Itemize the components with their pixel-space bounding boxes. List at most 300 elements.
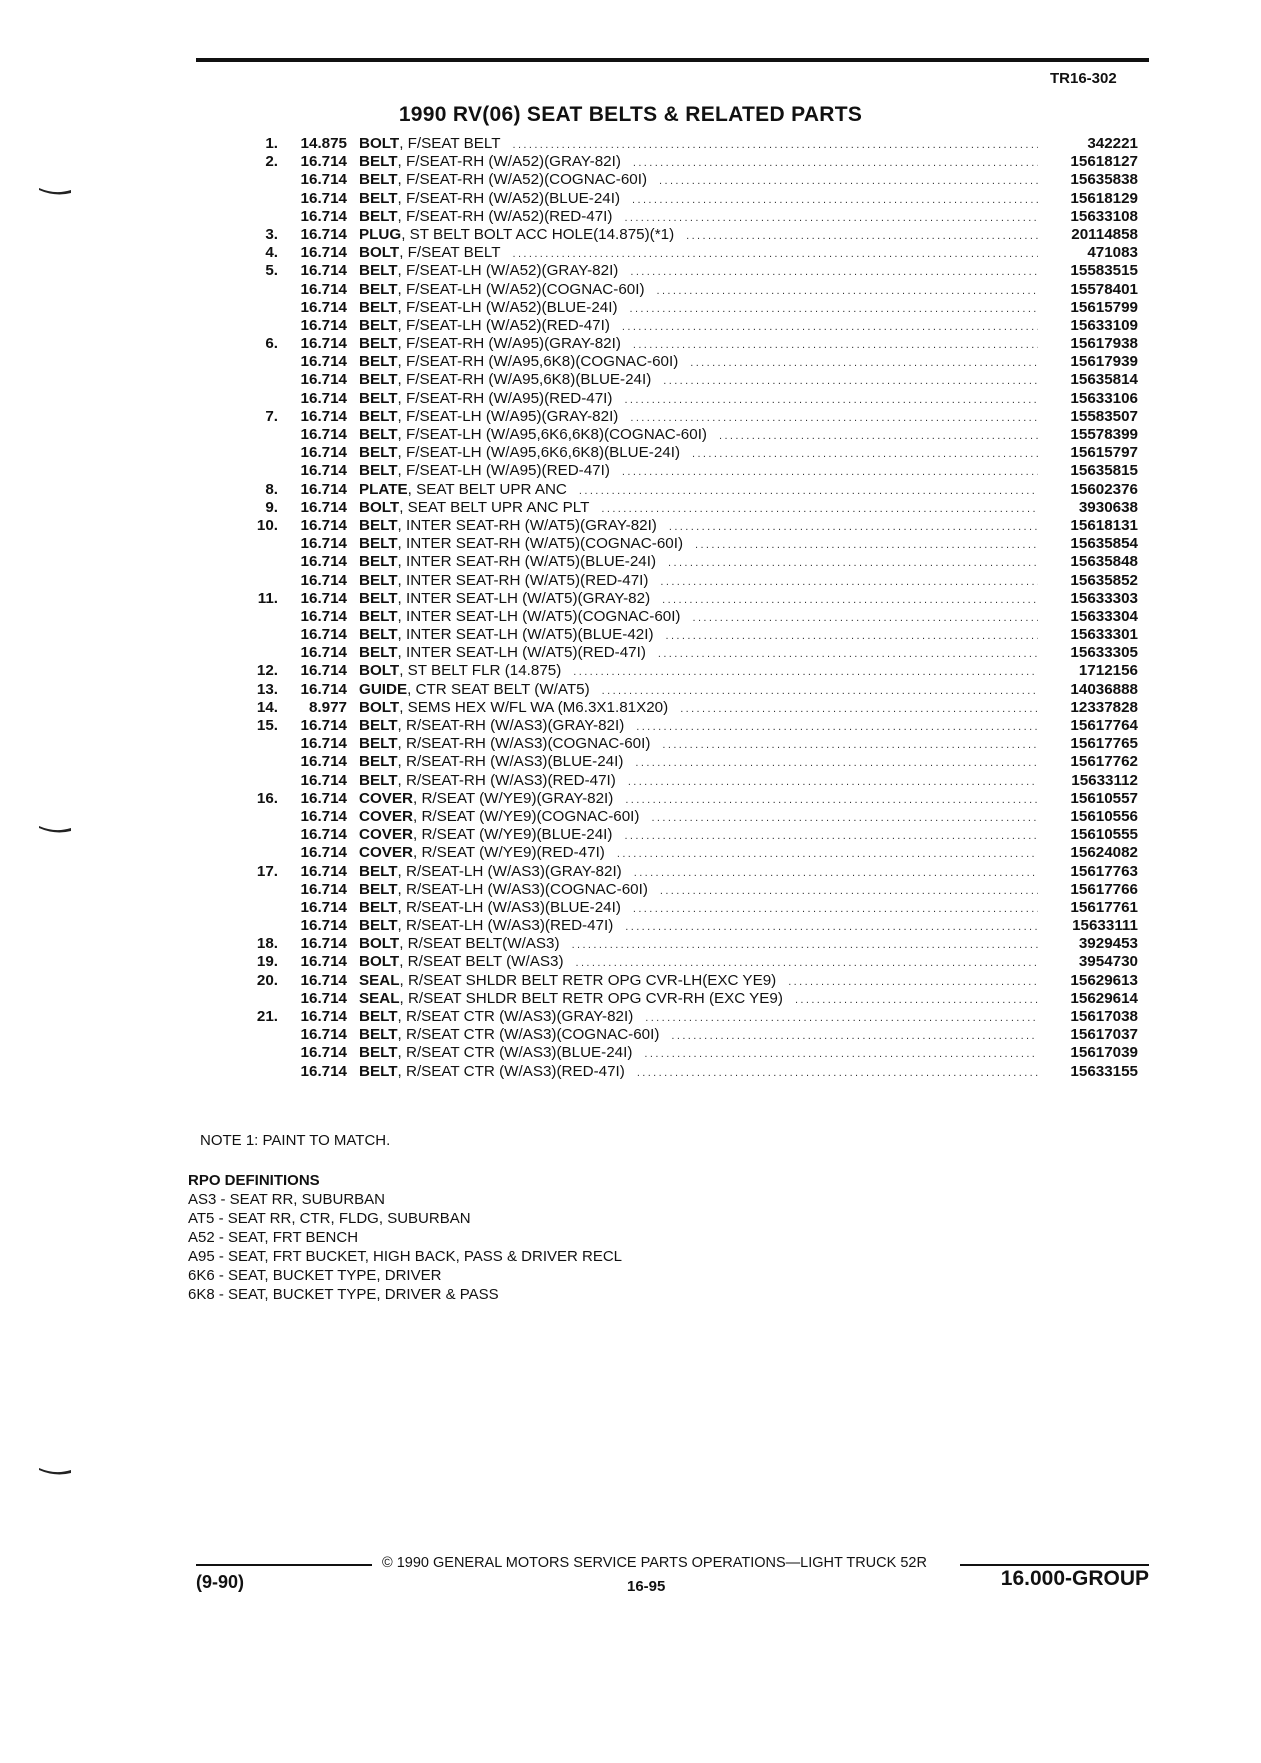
part-number: 12337828 [1070,698,1138,716]
callout-number: 7. [265,407,278,425]
dot-leader [624,391,1038,409]
part-description [347,281,645,299]
part-description [347,790,613,808]
part-description [347,226,674,244]
part-row [230,735,1138,753]
part-row [230,753,1138,771]
part-name: GUIDE [359,680,408,698]
part-row [230,390,1138,408]
dot-leader [658,645,1038,663]
part-number: 1712156 [1078,662,1138,680]
part-name: BELT [359,262,398,280]
dot-leader [513,245,1039,263]
part-description [347,244,501,262]
group-number: 16.714 [300,1008,347,1025]
dot-leader [637,1064,1038,1082]
part-name: BELT [359,607,398,625]
part-detail: , R/SEAT-LH (W/AS3)(COGNAC-60I) [397,880,648,898]
part-name: BELT [359,298,398,316]
rpo-item: A52 - SEAT, FRT BENCH [188,1229,359,1246]
part-detail: , SEAT BELT UPR ANC [407,480,567,498]
part-number: 15618129 [1070,189,1138,207]
part-name: COVER [359,844,414,862]
group-number: 16.714 [300,480,347,498]
part-row [230,553,1138,571]
part-row [230,408,1138,426]
binder-hole-mark [38,1466,72,1476]
part-detail: , R/SEAT-LH (W/AS3)(BLUE-24I) [397,898,621,916]
part-detail: , SEMS HEX W/FL WA (M6.3X1.81X20) [399,698,669,716]
dot-leader [633,900,1038,918]
group-number: 16.714 [300,189,347,207]
part-description [347,353,678,371]
group-number: 16.714 [300,353,347,371]
part-detail: , F/SEAT-LH (W/A95,6K6,6K8)(COGNAC-60I) [397,426,707,443]
date-code: (9-90) [196,1572,245,1592]
group-number: 16.714 [300,498,347,516]
part-name: BELT [359,462,398,480]
part-row [230,972,1138,990]
part-description [347,262,618,280]
part-detail: , INTER SEAT-LH (W/AT5)(GRAY-82) [397,589,651,607]
part-row [230,881,1138,899]
part-description [347,717,624,735]
dot-leader [624,827,1038,845]
part-number: 20114858 [1071,225,1138,243]
part-row [230,917,1138,935]
part-name: BELT [359,735,398,753]
group-number: 16.714 [300,1026,347,1044]
part-number: 15610555 [1070,826,1138,844]
part-number: 15615797 [1070,444,1138,462]
dot-leader [624,209,1038,227]
part-name: BOLT [359,662,400,680]
callout-number: 20. [256,971,278,989]
part-name: BELT [359,535,398,553]
part-detail: , R/SEAT-RH (W/AS3)(GRAY-82I) [397,717,625,734]
part-detail: , R/SEAT SHLDR BELT RETR OPG CVR-LH(EXC YE9) [399,971,777,989]
part-number: 15633106 [1070,389,1138,407]
rpo-item: 6K6 - SEAT, BUCKET TYPE, DRIVER [188,1267,442,1284]
part-number: 15618127 [1070,153,1138,171]
dot-leader [666,627,1039,645]
part-name: BELT [359,316,398,334]
dot-leader [630,409,1038,427]
callout-number: 18. [256,935,278,953]
part-number: 15633304 [1070,607,1138,625]
part-number: 15633108 [1070,207,1138,225]
dot-leader [579,482,1038,500]
part-row [230,462,1138,480]
part-description [347,444,680,462]
callout-number: 9. [265,498,278,516]
part-number: 15617037 [1070,1026,1138,1044]
callout-number: 1. [265,135,278,152]
group-number: 16.714 [300,298,347,316]
group-number: 16.714 [300,880,347,898]
group-number: 16.714 [300,280,347,298]
part-name: BELT [359,898,398,916]
callout-number: 8. [265,480,278,498]
part-name: BOLT [359,698,400,716]
group-number: 14.875 [300,135,347,152]
part-detail: , INTER SEAT-RH (W/AT5)(RED-47I) [397,571,649,589]
part-detail: , ST BELT BOLT ACC HOLE(14.875)(*1) [401,225,675,243]
callout-number: 13. [256,680,278,698]
part-description [347,499,589,517]
group-number: 16.714 [300,680,347,698]
group-number: 16.714 [300,371,347,389]
part-name: BOLT [359,935,400,953]
part-description [347,826,612,844]
dot-leader [644,1045,1038,1063]
part-detail: , F/SEAT BELT [399,244,501,262]
part-row [230,190,1138,208]
dot-leader [795,991,1038,1009]
part-description [347,462,610,480]
part-name: BELT [359,153,398,171]
callout-number: 11. [257,589,278,607]
dot-leader [788,973,1038,991]
group-number: 16.714 [300,607,347,625]
part-name: BELT [359,280,398,298]
part-number: 15578399 [1070,426,1138,443]
rpo-item: A95 - SEAT, FRT BUCKET, HIGH BACK, PASS & DRIVER RECL [188,1248,623,1265]
part-description [347,572,648,590]
part-description [347,426,707,444]
part-number: 15610557 [1070,789,1138,807]
part-description [347,1008,633,1026]
part-description [347,1063,625,1081]
part-detail: , F/SEAT-LH (W/A52)(COGNAC-60I) [397,280,645,298]
group-number: 16.714 [300,516,347,534]
part-detail: , R/SEAT (W/YE9)(BLUE-24I) [413,826,613,844]
callout-number: 14. [256,698,278,716]
group-number: 16.714 [300,389,347,407]
dot-leader [671,1027,1038,1045]
part-name: BELT [359,353,398,371]
group-number: 16.714 [300,207,347,225]
part-description [347,626,654,644]
part-number: 15617762 [1070,753,1138,771]
callout-number: 3. [265,225,278,243]
part-detail: , R/SEAT (W/YE9)(RED-47I) [413,844,605,862]
group-code: 16.000-GROUP [1000,1567,1149,1590]
group-number: 16.714 [300,553,347,571]
rpo-item: 6K8 - SEAT, BUCKET TYPE, DRIVER & PASS [188,1286,499,1303]
group-number: 16.714 [300,826,347,844]
part-detail: , R/SEAT-RH (W/AS3)(BLUE-24I) [397,753,624,771]
part-detail: , F/SEAT-LH (W/A52)(GRAY-82I) [397,262,619,280]
dot-leader [693,609,1039,627]
dot-leader [660,573,1038,591]
part-row [230,226,1138,244]
part-row [230,335,1138,353]
group-number: 16.714 [300,898,347,916]
part-description [347,481,567,499]
dot-leader [668,554,1038,572]
part-description [347,753,623,771]
group-number: 16.714 [300,789,347,807]
part-description [347,735,650,753]
part-description [347,135,501,153]
part-description [347,644,646,662]
part-description [347,808,639,826]
part-number: 15633303 [1070,589,1138,607]
dot-leader [657,282,1039,300]
part-number: 15610556 [1070,807,1138,825]
part-row [230,371,1138,389]
document-id: TR16-302 [1050,70,1117,87]
part-row [230,990,1138,1008]
part-description [347,590,650,608]
part-description [347,371,651,389]
dot-leader [645,1009,1038,1027]
part-description [347,844,605,862]
part-name: BELT [359,717,398,734]
group-number: 16.714 [300,989,347,1007]
part-name: COVER [359,807,414,825]
part-description [347,608,681,626]
part-name: BELT [359,389,398,407]
part-number: 15633112 [1071,771,1138,789]
part-name: BOLT [359,498,400,516]
part-description [347,335,621,353]
part-detail: , R/SEAT-LH (W/AS3)(RED-47I) [397,917,614,935]
part-row [230,899,1138,917]
part-row [230,644,1138,662]
page-number: 16-95 [627,1578,666,1595]
part-row [230,626,1138,644]
dot-leader [636,718,1038,736]
part-detail: , F/SEAT-RH (W/A52)(GRAY-82I) [397,153,621,171]
part-number: 15633305 [1070,644,1138,662]
part-description [347,953,564,971]
footer-rule-right [960,1564,1149,1566]
part-row [230,281,1138,299]
part-name: SEAL [359,989,400,1007]
part-name: BELT [359,626,398,644]
part-description [347,390,612,408]
part-number: 15617938 [1070,335,1138,353]
group-number: 16.714 [300,225,347,243]
part-number: 15583507 [1070,407,1138,425]
part-number: 15629614 [1070,989,1138,1007]
part-name: BELT [359,171,398,189]
part-row [230,135,1138,153]
dot-leader [692,445,1038,463]
dot-leader [660,882,1038,900]
dot-leader [625,918,1038,936]
parts-list [230,135,1138,1081]
group-number: 16.714 [300,953,347,971]
part-name: BELT [359,1008,398,1025]
part-row [230,299,1138,317]
part-detail: , CTR SEAT BELT (W/AT5) [407,680,590,698]
group-number: 16.714 [300,426,347,443]
part-detail: , R/SEAT-RH (W/AS3)(RED-47I) [397,771,616,789]
part-detail: , ST BELT FLR (14.875) [399,662,562,680]
part-name: BELT [359,1062,398,1080]
dot-leader [630,263,1038,281]
group-number: 16.714 [300,862,347,880]
part-name: BELT [359,589,398,607]
group-number: 16.714 [300,807,347,825]
part-description [347,935,560,953]
group-number: 16.714 [300,844,347,862]
dot-leader [622,463,1038,481]
part-name: BELT [359,426,398,443]
dot-leader [663,372,1038,390]
part-row [230,1063,1138,1081]
part-name: BOLT [359,244,400,262]
part-number: 471083 [1087,244,1138,262]
part-name: BELT [359,753,398,771]
part-row [230,535,1138,553]
part-row [230,499,1138,517]
part-detail: , F/SEAT-RH (W/A95,6K8)(COGNAC-60I) [397,353,679,371]
part-name: PLATE [359,480,408,498]
part-detail: , F/SEAT-LH (W/A95,6K6,6K8)(BLUE-24I) [397,444,680,462]
dot-leader [651,809,1038,827]
part-number: 15617038 [1070,1008,1138,1025]
part-name: BOLT [359,135,400,152]
binder-hole-mark [38,186,72,196]
part-row [230,444,1138,462]
dot-leader [601,500,1038,518]
part-detail: , F/SEAT-RH (W/A52)(BLUE-24I) [397,189,621,207]
group-number: 16.714 [300,571,347,589]
dot-leader [572,936,1038,954]
dot-leader [662,591,1038,609]
part-name: BELT [359,862,398,880]
part-description [347,208,612,226]
footer-rule-left [196,1564,372,1566]
dot-leader [630,300,1038,318]
group-number: 16.714 [300,462,347,480]
part-detail: , F/SEAT-RH (W/A95)(RED-47I) [397,389,613,407]
part-detail: , R/SEAT BELT (W/AS3) [399,953,564,971]
group-number: 16.714 [300,971,347,989]
callout-number: 6. [265,335,278,353]
part-number: 15617039 [1070,1044,1138,1062]
part-name: BELT [359,771,398,789]
group-number: 16.714 [300,589,347,607]
part-detail: , F/SEAT-RH (W/A95,6K8)(BLUE-24I) [397,371,652,389]
group-number: 16.714 [300,316,347,334]
part-detail: , R/SEAT CTR (W/AS3)(COGNAC-60I) [397,1026,660,1044]
callout-number: 2. [265,153,278,171]
part-number: 15633109 [1070,316,1138,334]
callout-number: 12. [256,662,278,680]
dot-leader [662,736,1038,754]
part-description [347,917,613,935]
group-number: 16.714 [300,717,347,734]
part-detail: , R/SEAT SHLDR BELT RETR OPG CVR-RH (EXC YE9) [399,989,783,1007]
dot-leader [628,773,1038,791]
dot-leader [617,845,1038,863]
dot-leader [634,864,1038,882]
part-row [230,426,1138,444]
callout-number: 4. [265,244,278,262]
part-detail: , INTER SEAT-LH (W/AT5)(COGNAC-60I) [397,607,681,625]
part-row [230,244,1138,262]
page-title: 1990 RV(06) SEAT BELTS & RELATED PARTS [398,103,863,126]
group-number: 16.714 [300,335,347,353]
group-number: 16.714 [300,735,347,753]
part-description [347,699,668,717]
part-row [230,481,1138,499]
part-description [347,299,618,317]
footnote: NOTE 1: PAINT TO MATCH. [200,1132,391,1149]
part-row [230,681,1138,699]
part-row [230,262,1138,280]
dot-leader [625,791,1038,809]
part-name: BELT [359,880,398,898]
part-detail: , F/SEAT-LH (W/A52)(RED-47I) [397,316,610,334]
part-detail: , R/SEAT-RH (W/AS3)(COGNAC-60I) [397,735,651,753]
part-detail: , SEAT BELT UPR ANC PLT [399,498,590,516]
part-number: 15635852 [1070,571,1138,589]
part-detail: , R/SEAT (W/YE9)(COGNAC-60I) [413,807,640,825]
part-number: 15617939 [1070,353,1138,371]
group-number: 16.714 [300,644,347,662]
binder-hole-mark [38,824,72,834]
group-number: 16.714 [300,444,347,462]
part-row [230,826,1138,844]
part-number: 15602376 [1070,480,1138,498]
part-number: 15633301 [1070,626,1138,644]
part-detail: , INTER SEAT-RH (W/AT5)(COGNAC-60I) [397,535,684,553]
rpo-heading: RPO DEFINITIONS [188,1172,320,1189]
part-detail: , R/SEAT-LH (W/AS3)(GRAY-82I) [397,862,622,880]
part-name: BOLT [359,953,400,971]
part-number: 15583515 [1070,262,1138,280]
part-name: BELT [359,444,398,462]
dot-leader [633,336,1038,354]
part-row [230,590,1138,608]
callout-number: 15. [256,717,278,734]
part-number: 342221 [1087,135,1138,152]
part-number: 15635814 [1070,371,1138,389]
group-number: 16.714 [300,626,347,644]
rpo-definitions [188,1171,622,1304]
part-number: 15633155 [1070,1062,1138,1080]
part-name: BELT [359,644,398,662]
group-number: 16.714 [300,407,347,425]
dot-leader [635,754,1038,772]
group-number: 16.714 [300,917,347,935]
group-number: 16.714 [300,171,347,189]
part-number: 15617766 [1070,880,1138,898]
part-name: BELT [359,1026,398,1044]
part-name: BELT [359,189,398,207]
part-description [347,535,683,553]
part-number: 15635854 [1070,535,1138,553]
callout-number: 17. [256,862,278,880]
part-row [230,808,1138,826]
part-detail: , F/SEAT-RH (W/A52)(RED-47I) [397,207,613,225]
part-row [230,699,1138,717]
dot-leader [669,518,1038,536]
part-detail: , INTER SEAT-LH (W/AT5)(RED-47I) [397,644,646,662]
part-number: 3954730 [1078,953,1138,971]
part-row [230,935,1138,953]
part-name: BELT [359,516,398,534]
part-description [347,972,776,990]
part-number: 15617765 [1070,735,1138,753]
part-name: BELT [359,371,398,389]
